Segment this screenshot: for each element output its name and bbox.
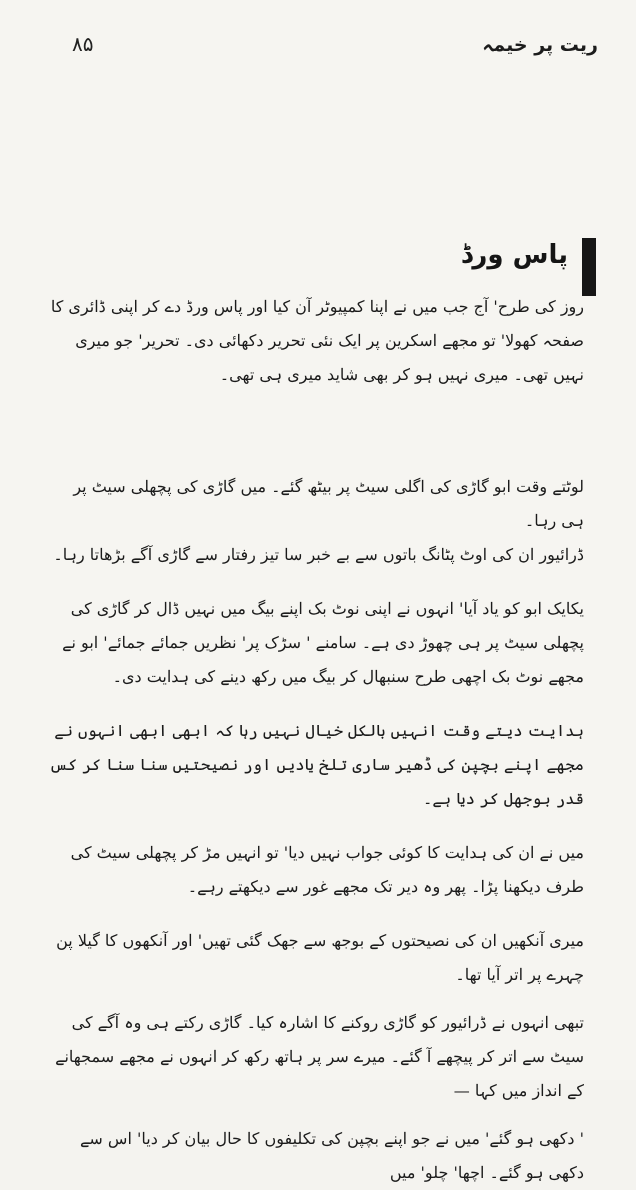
paragraph: ' دکھی ہو گئے' میں نے جو اپنے بچپن کی تکلیفوں کا حال بیان کر دیا' اس سے دکھی ہو گئے۔ اچھا' چلو' میں: [80, 1129, 584, 1182]
page-header: [72, 30, 598, 70]
paragraph: روز کی طرح' آج جب میں نے اپنا کمپیوٹر آن کیا اور پاس ورڈ دے کر اپنی ڈائری کا صفحہ کھولا' تو مجھے اسکرین پر ایک نئی تحریر دکھائی دی۔ تحریر' جو میری نہیں تھی۔ میری نہیں ہو کر بھی شاید میری ہی تھی۔: [50, 297, 584, 384]
page-number: ۸۵: [72, 32, 94, 56]
chapter-title: پاس ورڈ: [460, 240, 568, 270]
paragraph: لوٹتے وقت ابو گاڑی کی اگلی سیٹ پر بیٹھ گئے۔ میں گاڑی کی پچھلی سیٹ پر ہی رہا۔: [73, 477, 584, 530]
chapter-heading: [461, 238, 596, 298]
paragraph: یکایک ابو کو یاد آیا' انہوں نے اپنی نوٹ بک اپنے بیگ میں نہیں ڈال کر گاڑی کی پچھلی سیٹ پر ہی چھوڑ دی ہے۔ سامنے ' سڑک پر' نظریں جمائے جمائے' ابو نے مجھے نوٹ بک اچھی طرح سنبھال کر بیگ میں رکھ دینے کی ہدایت دی۔: [62, 599, 584, 686]
paragraph: ہدایت دیتے وقت انہیں بالکل خیال نہیں رہا کہ ابھی ابھی انہوں نے مجھے اپنے بچپن کی ڈھیر ساری تلخ یادیں اور نصیحتیں سنا سنا کر کس قدر بوجھل کر دیا ہے۔: [49, 721, 584, 808]
body-text: [46, 290, 584, 1190]
paragraph: میری آنکھیں ان کی نصیحتوں کے بوجھ سے جھک گئی تھیں' اور آنکھوں کا گیلا پن چہرے پر اتر آیا تھا۔: [56, 931, 584, 984]
book-title: ریت پر خیمہ: [482, 34, 598, 56]
paragraph: ڈرائیور ان کی اوٹ پٹانگ باتوں سے بے خبر سا تیز رفتار سے گاڑی آگے بڑھاتا رہا۔: [53, 545, 584, 564]
paragraph: میں نے ان کی ہدایت کا کوئی جواب نہیں دیا' تو انہیں مڑ کر پچھلی سیٹ کی طرف دیکھنا پڑا۔ پھر وہ دیر تک مجھے غور سے دیکھتے رہے۔: [70, 843, 584, 896]
chapter-marker-bar: [582, 238, 596, 296]
paragraph: تبھی انہوں نے ڈرائیور کو گاڑی روکنے کا اشارہ کیا۔ گاڑی رکتے ہی وہ آگے کی سیٹ سے اتر کر پیچھے آ گئے۔ میرے سر پر ہاتھ رکھ کر انہوں نے مجھے سمجھانے کے انداز میں کہا —: [55, 1013, 584, 1100]
